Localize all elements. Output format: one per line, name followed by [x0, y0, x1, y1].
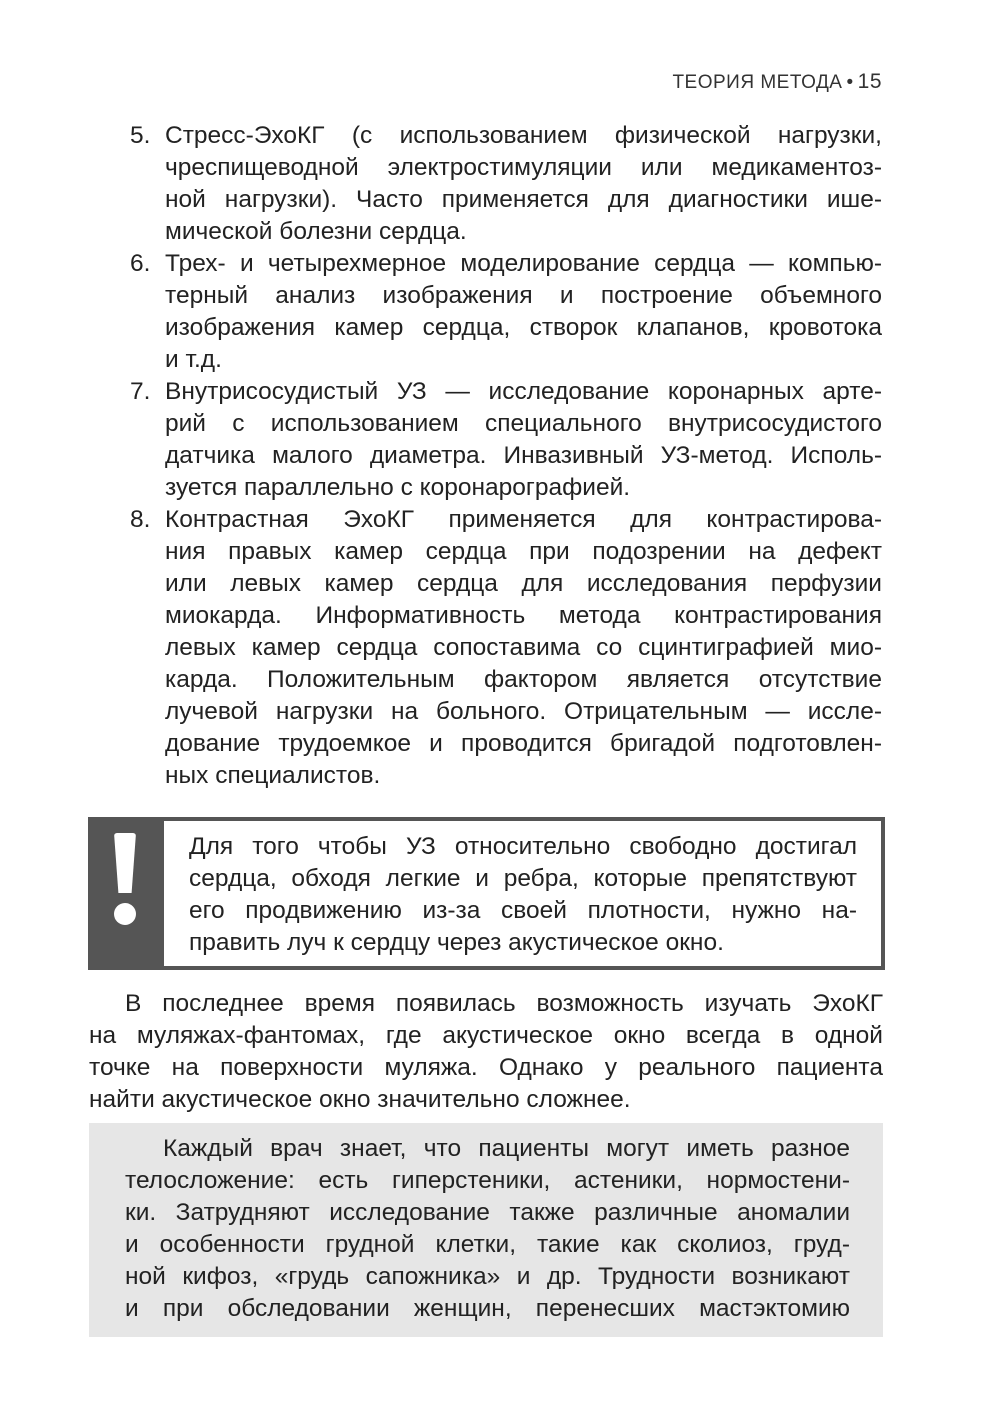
list-item-line: дование трудоемкое и проводится бригадой подготовлен-: [165, 730, 882, 757]
shaded-block: [89, 1123, 883, 1337]
note-line: Для того чтобы УЗ относительно свободно достигал: [189, 833, 857, 860]
list-item-line: чреспищеводной электростимуляции или медикаментоз-: [165, 154, 882, 181]
shaded-line: Каждый врач знает, что пациенты могут иметь разное: [163, 1135, 850, 1162]
list-item-line: датчика малого диаметра. Инвазивный УЗ-метод. Исполь-: [165, 442, 882, 469]
list-item-line: левых камер сердца сопоставима со сцинтиграфией мио-: [165, 634, 882, 661]
list-item-5: [120, 120, 882, 248]
list-item-line: или левых камер сердца для исследования перфузии: [165, 570, 882, 597]
list-item-number: 5.: [130, 122, 151, 149]
paragraph-line: на муляжах-фантомах, где акустическое окно всегда в одной: [89, 1022, 883, 1049]
list-item-line: Внутрисосудистый УЗ — исследование коронарных арте-: [165, 378, 882, 405]
list-item-line: терный анализ изображения и построение объемного: [165, 282, 882, 309]
running-head-title: ТЕОРИЯ МЕТОДА: [672, 72, 843, 93]
body-paragraph: [89, 988, 883, 1116]
shaded-line: и при обследовании женщин, перенесших мастэктомию: [125, 1295, 850, 1322]
list-item-line: ния правых камер сердца при подозрении на дефект: [165, 538, 882, 565]
list-item-line: карда. Положительным фактором является отсутствие: [165, 666, 882, 693]
note-line: править луч к сердцу через акустическое окно.: [189, 929, 724, 956]
shaded-line: и особенности грудной клетки, такие как сколиоз, груд-: [125, 1231, 850, 1258]
list-item-line: мической болезни сердца.: [165, 218, 467, 245]
list-item-number: 7.: [130, 378, 151, 405]
list-item-line: изображения камер сердца, створок клапанов, кровотока: [165, 314, 882, 341]
list-item-7: [120, 376, 882, 504]
list-item-line: Трех- и четырехмерное моделирование сердца — компью-: [165, 250, 882, 277]
list-item-line: ных специалистов.: [165, 762, 381, 789]
list-item-line: ной нагрузки). Часто применяется для диагностики ише-: [165, 186, 882, 213]
note-line: сердца, обходя легкие и ребра, которые препятствуют: [189, 865, 857, 892]
list-item-8: [120, 504, 882, 792]
list-item-line: Стресс-ЭхоКГ (с использованием физической нагрузки,: [165, 122, 882, 149]
list-item-line: зуется параллельно с коронарографией.: [165, 474, 631, 501]
important-note: [88, 817, 885, 970]
note-line: его продвижению из-за своей плотности, нужно на-: [189, 897, 857, 924]
running-head: [672, 70, 882, 94]
list-item-line: рий с использованием специального внутрисосудистого: [165, 410, 882, 437]
list-item-line: лучевой нагрузки на больного. Отрицательным — иссле-: [165, 698, 882, 725]
page-number: 15: [857, 70, 882, 93]
note-text: [164, 821, 881, 966]
shaded-line: телосложение: есть гиперстеники, астеники, нормостени-: [125, 1167, 850, 1194]
exclamation-icon: [88, 817, 163, 970]
list-item-6: [120, 248, 882, 376]
list-item-line: Контрастная ЭхоКГ применяется для контрастирова-: [165, 506, 882, 533]
shaded-line: ной кифоз, «грудь сапожника» и др. Трудности возникают: [125, 1263, 850, 1290]
paragraph-line: точке на поверхности муляжа. Однако у реального пациента: [89, 1054, 883, 1081]
numbered-list: [120, 120, 882, 792]
list-item-number: 6.: [130, 250, 151, 277]
list-item-number: 8.: [130, 506, 151, 533]
list-item-line: миокарда. Информативность метода контрастирования: [165, 602, 882, 629]
running-head-separator: •: [846, 72, 854, 93]
paragraph-line: В последнее время появилась возможность изучать ЭхоКГ: [125, 990, 883, 1017]
list-item-line: и т.д.: [165, 346, 222, 373]
shaded-line: ки. Затрудняют исследование также различные аномалии: [125, 1199, 850, 1226]
paragraph-line: найти акустическое окно значительно сложнее.: [89, 1086, 631, 1113]
